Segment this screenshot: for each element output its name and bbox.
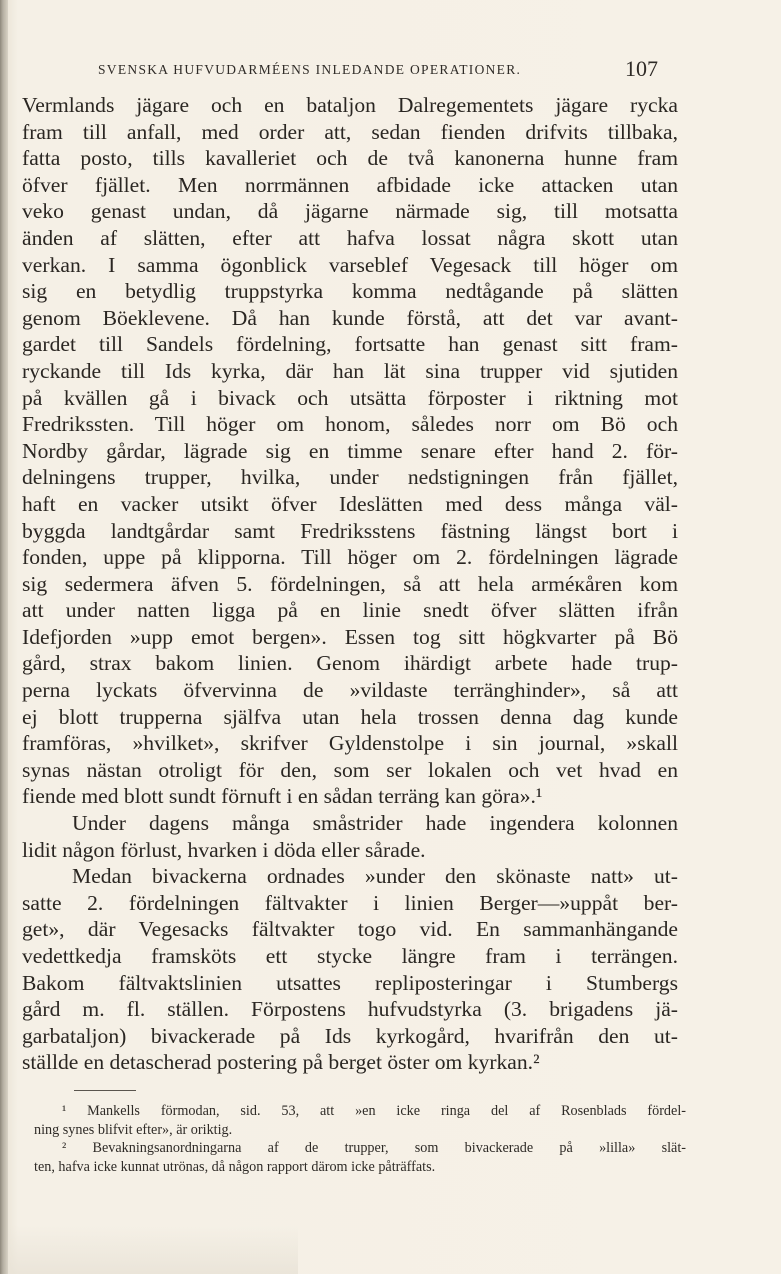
- text-line: ryckande till Ids kyrka, där han lät sina trupper vid sjutiden: [22, 358, 678, 383]
- footnote-line: ² Bevakningsanordningarna af de trupper, som bivackerade på »lilla» slät-: [62, 1140, 686, 1157]
- text-line: fatta posto, tills kavalleriet och de två kanonerna hunne fram: [22, 146, 678, 171]
- text-line: Vermlands jägare och en bataljon Dalregementets jägare rycka: [22, 93, 678, 117]
- text-line: gardet till Sandels fördelning, fortsatte han genast sitt fram-: [22, 332, 678, 357]
- text-line: vedettkedja framsköts ett stycke längre fram i terrängen.: [22, 944, 678, 968]
- text-line: byggda landtgårdar samt Fredriksstens fästning längst bort i: [22, 518, 678, 543]
- text-line: haft en vacker utsikt öfver Ideslätten med dess många väl-: [22, 491, 678, 516]
- text-line: synas nästan otroligt för den, som ser lokalen och vet hvad en: [22, 757, 678, 782]
- footnote-line: ten, hafva icke kunnat utrönas, då någon rapport därom icke påträffats.: [34, 1158, 436, 1175]
- text-line: på kvällen gå i bivack och utsätta förposter i riktning mot: [22, 385, 678, 410]
- text-line: verkan. I samma ögonblick varseblef Vegesack till höger om: [22, 252, 678, 277]
- text-line: garbataljon) bivackerade på Ids kyrkogård, hvarifrån den ut-: [22, 1023, 678, 1048]
- text-line: get», där Vegesacks fältvakter togo vid. En sammanhängande: [22, 917, 678, 942]
- text-line: fonden, uppe på klipporna. Till höger om 2. fördelningen lägrade: [22, 545, 678, 570]
- page-stain: [8, 1225, 298, 1274]
- text-line: Under dagens många småstrider hade ingendera kolonnen: [72, 811, 678, 836]
- text-line: delningens trupper, hvilka, under nedstigningen från fjället,: [22, 465, 678, 490]
- text-line: perna lyckats öfvervinna de »vildaste terränghinder», så att: [22, 678, 678, 703]
- text-line: fram till anfall, med order att, sedan fienden drifvits tillbaka,: [22, 119, 678, 144]
- text-line: fiende med blott sundt förnuft i en sådan terräng kan göra».¹: [22, 784, 543, 809]
- text-line: genom Böeklevene. Då han kunde förstå, att det var avant-: [22, 305, 678, 330]
- text-line: Fredrikssten. Till höger om honom, således norr om Bö och: [22, 412, 678, 437]
- footnote-line: ¹ Mankells förmodan, sid. 53, att »en icke ringa del af Rosenblads fördel-: [62, 1103, 686, 1119]
- footnote-divider: [74, 1090, 136, 1091]
- text-line: att under natten ligga på en linie snedt öfver slätten ifrån: [22, 598, 678, 623]
- text-line: satte 2. fördelningen fältvakter i linien Berger—»uppåt ber-: [22, 890, 678, 915]
- text-line: ställde en detascherad postering på berget öster om kyrkan.²: [22, 1050, 540, 1075]
- text-line: Medan bivackerna ordnades »under den skönaste natt» ut-: [72, 864, 678, 889]
- text-line: änden af slätten, efter att hafva lossat några skott utan: [22, 225, 678, 250]
- text-line: Idefjorden »upp emot bergen». Essen tog sitt högkvarter på Bö: [22, 624, 678, 649]
- text-line: framföras, »hvilket», skrifver Gyldenstolpe i sin journal, »skall: [22, 731, 678, 756]
- text-line: Bakom fältvaktslinien utsattes repliposteringar i Stumbergs: [22, 970, 678, 995]
- text-line: Nordby gårdar, lägrade sig en timme senare efter hand 2. för-: [22, 438, 678, 463]
- footnote-line: ning synes blifvit efter», är oriktig.: [34, 1121, 233, 1138]
- body-text: [22, 92, 678, 1076]
- text-line: sig sedermera äfven 5. fördelningen, så att hela arméкåren kom: [22, 571, 678, 596]
- text-line: lidit någon förlust, hvarken i döda eller sårade.: [22, 837, 426, 862]
- page-number: 107: [625, 56, 658, 81]
- text-line: gård m. fl. ställen. Förpostens hufvudstyrka (3. brigadens jä-: [22, 997, 678, 1022]
- footnotes: [34, 1102, 686, 1176]
- text-line: sig en betydlig truppstyrka komma nedtågande på slätten: [22, 279, 678, 304]
- text-line: ej blott trupperna själfva utan hela trossen denna dag kunde: [22, 704, 678, 729]
- running-head: SVENSKA HUFVUDARMÉENS INLEDANDE OPERATIONER.: [98, 62, 522, 77]
- page-binding-edge: [0, 0, 8, 1274]
- text-line: öfver fjället. Men norrmännen afbidade icke attacken utan: [22, 172, 678, 197]
- text-line: gård, strax bakom linien. Genom ihärdigt arbete hade trup-: [22, 651, 678, 676]
- text-line: veko genast undan, då jägarne närmade sig, till motsatta: [22, 199, 678, 224]
- page-header: [98, 56, 658, 84]
